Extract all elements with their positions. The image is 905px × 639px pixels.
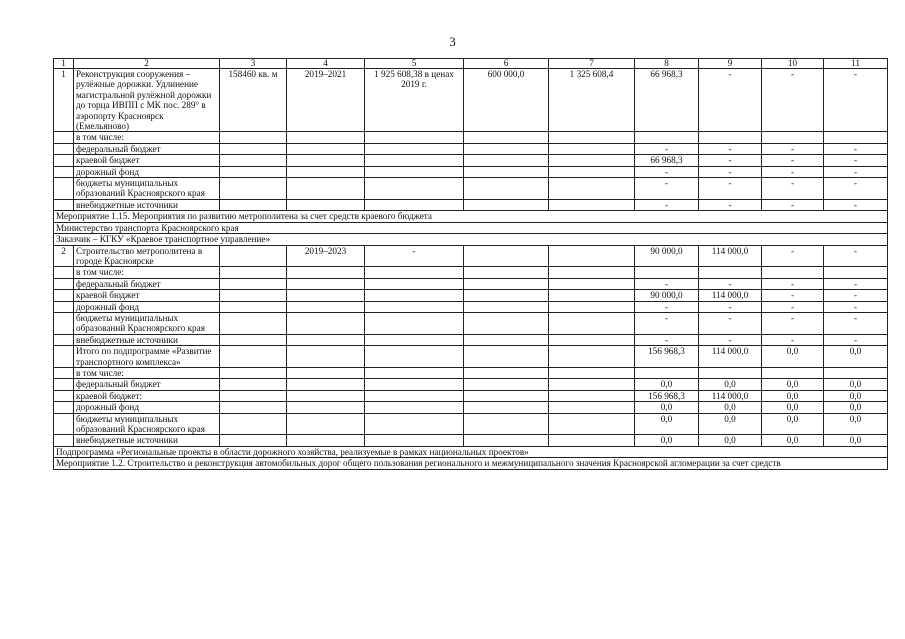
value-cell (287, 379, 365, 390)
column-number-cell: 5 (365, 59, 464, 69)
value-cell (464, 435, 549, 446)
value-cell: - (824, 245, 888, 267)
row-number-cell (54, 334, 74, 345)
column-number-cell: 7 (549, 59, 635, 69)
row-number-cell (54, 402, 74, 413)
value-cell: - (699, 312, 762, 334)
value-cell: - (699, 334, 762, 345)
value-cell: 0,0 (699, 379, 762, 390)
value-cell (365, 346, 464, 368)
value-cell (287, 390, 365, 401)
value-cell: 0,0 (824, 346, 888, 368)
column-number-cell: 1 (54, 59, 74, 69)
value-cell (287, 155, 365, 166)
table-row (54, 413, 888, 435)
section-title: Мероприятие 1.2. Строительство и реконструкция автомобильных дорог общего пользования регионального и межмуниципального значения Красноярской агломерации за счет средств (54, 458, 888, 469)
item-name-cell: дорожный фонд (74, 301, 220, 312)
value-cell: - (699, 178, 762, 200)
value-cell (549, 143, 635, 154)
value-cell: 0,0 (762, 402, 824, 413)
table-row (54, 132, 888, 143)
value-cell (365, 334, 464, 345)
value-cell (824, 367, 888, 378)
value-cell: - (699, 166, 762, 177)
value-cell (287, 402, 365, 413)
value-cell (464, 379, 549, 390)
value-cell (287, 334, 365, 345)
row-number-cell (54, 267, 74, 278)
budget-table (53, 58, 888, 470)
value-cell (762, 267, 824, 278)
table-row (54, 143, 888, 154)
value-cell (220, 132, 287, 143)
value-cell (464, 346, 549, 368)
value-cell: 0,0 (699, 435, 762, 446)
value-cell (365, 402, 464, 413)
value-cell (549, 413, 635, 435)
value-cell: - (635, 301, 699, 312)
value-cell (549, 334, 635, 345)
value-cell (365, 301, 464, 312)
section-title: Мероприятие 1.15. Мероприятия по развитию метрополитена за счет средств краевого бюджета (54, 211, 888, 222)
value-cell (635, 267, 699, 278)
value-cell (220, 379, 287, 390)
value-cell: - (762, 245, 824, 267)
value-cell (365, 267, 464, 278)
value-cell (220, 143, 287, 154)
value-cell (365, 199, 464, 210)
row-number-cell (54, 290, 74, 301)
column-number-cell: 2 (74, 59, 220, 69)
table-row (54, 178, 888, 200)
item-name-cell: краевой бюджет: (74, 390, 220, 401)
value-cell (365, 435, 464, 446)
value-cell (549, 245, 635, 267)
value-cell: 66 968,3 (635, 155, 699, 166)
table-row (54, 290, 888, 301)
value-cell: - (824, 334, 888, 345)
value-cell (287, 178, 365, 200)
section-row (54, 234, 888, 245)
value-cell: 66 968,3 (635, 69, 699, 132)
row-number-cell (54, 132, 74, 143)
table-row (54, 402, 888, 413)
value-cell: 2019–2021 (287, 69, 365, 132)
table-row (54, 346, 888, 368)
value-cell: 1 325 608,4 (549, 69, 635, 132)
section-row (54, 222, 888, 233)
row-number-cell (54, 367, 74, 378)
value-cell (549, 278, 635, 289)
value-cell (549, 367, 635, 378)
table-row (54, 199, 888, 210)
value-cell (287, 413, 365, 435)
value-cell: 600 000,0 (464, 69, 549, 132)
column-number-cell: 3 (220, 59, 287, 69)
column-number-cell: 6 (464, 59, 549, 69)
value-cell: - (635, 312, 699, 334)
value-cell (549, 267, 635, 278)
row-number-cell (54, 390, 74, 401)
column-number-cell: 9 (699, 59, 762, 69)
value-cell (365, 155, 464, 166)
value-cell: - (762, 155, 824, 166)
table-row (54, 245, 888, 267)
value-cell (220, 334, 287, 345)
value-cell (287, 199, 365, 210)
table-row (54, 312, 888, 334)
row-number-cell (54, 199, 74, 210)
value-cell (365, 166, 464, 177)
value-cell: - (824, 312, 888, 334)
value-cell (464, 245, 549, 267)
value-cell (762, 367, 824, 378)
value-cell (287, 312, 365, 334)
value-cell (365, 367, 464, 378)
value-cell (365, 390, 464, 401)
column-number-cell: 10 (762, 59, 824, 69)
table-row (54, 267, 888, 278)
value-cell (220, 290, 287, 301)
table-row (54, 390, 888, 401)
value-cell (220, 435, 287, 446)
value-cell (464, 155, 549, 166)
table-row (54, 166, 888, 177)
item-name-cell: бюджеты муниципальных образований Красноярского края (74, 178, 220, 200)
item-name-cell: краевой бюджет (74, 155, 220, 166)
value-cell (365, 132, 464, 143)
item-name-cell: в том числе: (74, 132, 220, 143)
value-cell: - (635, 334, 699, 345)
value-cell: - (635, 278, 699, 289)
value-cell (220, 301, 287, 312)
value-cell (549, 390, 635, 401)
value-cell (365, 312, 464, 334)
row-number-cell (54, 155, 74, 166)
value-cell (287, 278, 365, 289)
value-cell: 158460 кв. м (220, 69, 287, 132)
section-row (54, 211, 888, 222)
row-number-cell (54, 312, 74, 334)
value-cell: - (762, 166, 824, 177)
value-cell: - (635, 143, 699, 154)
value-cell (464, 290, 549, 301)
row-number-cell: 1 (54, 69, 74, 132)
value-cell (549, 155, 635, 166)
row-number-cell (54, 178, 74, 200)
value-cell (464, 301, 549, 312)
value-cell: 90 000,0 (635, 245, 699, 267)
value-cell (699, 132, 762, 143)
value-cell: - (699, 301, 762, 312)
value-cell: 0,0 (824, 390, 888, 401)
value-cell: - (699, 69, 762, 132)
item-name-cell: в том числе: (74, 367, 220, 378)
value-cell: - (365, 245, 464, 267)
table-row (54, 435, 888, 446)
value-cell (549, 199, 635, 210)
value-cell (220, 402, 287, 413)
item-name-cell: дорожный фонд (74, 402, 220, 413)
value-cell: 156 968,3 (635, 346, 699, 368)
item-name-cell: Строительство метрополитена в городе Красноярске (74, 245, 220, 267)
table-row (54, 367, 888, 378)
value-cell: - (824, 155, 888, 166)
value-cell: - (762, 178, 824, 200)
value-cell: 90 000,0 (635, 290, 699, 301)
value-cell (635, 367, 699, 378)
value-cell: - (635, 178, 699, 200)
value-cell (365, 278, 464, 289)
value-cell (824, 132, 888, 143)
value-cell (287, 435, 365, 446)
value-cell: 0,0 (635, 402, 699, 413)
value-cell (220, 367, 287, 378)
value-cell (287, 346, 365, 368)
value-cell: - (824, 290, 888, 301)
value-cell (549, 435, 635, 446)
value-cell (287, 290, 365, 301)
item-name-cell: в том числе: (74, 267, 220, 278)
row-number-cell (54, 166, 74, 177)
table-row (54, 69, 888, 132)
value-cell: - (635, 199, 699, 210)
item-name-cell: внебюджетные источники (74, 334, 220, 345)
item-name-cell: краевой бюджет (74, 290, 220, 301)
value-cell (220, 245, 287, 267)
value-cell (220, 199, 287, 210)
value-cell: - (762, 334, 824, 345)
value-cell: 114 000,0 (699, 245, 762, 267)
value-cell: - (824, 143, 888, 154)
value-cell (464, 312, 549, 334)
value-cell (220, 346, 287, 368)
column-number-cell: 8 (635, 59, 699, 69)
value-cell (549, 402, 635, 413)
value-cell: - (762, 312, 824, 334)
value-cell: - (699, 143, 762, 154)
value-cell: 0,0 (762, 390, 824, 401)
table-row (54, 278, 888, 289)
value-cell: 0,0 (635, 379, 699, 390)
value-cell: - (699, 199, 762, 210)
item-name-cell: бюджеты муниципальных образований Красноярского края (74, 413, 220, 435)
row-number-cell (54, 346, 74, 368)
value-cell: 0,0 (824, 435, 888, 446)
value-cell (464, 143, 549, 154)
value-cell (549, 312, 635, 334)
value-cell (549, 346, 635, 368)
value-cell (549, 178, 635, 200)
value-cell (699, 267, 762, 278)
header-row (54, 59, 888, 69)
value-cell: - (699, 155, 762, 166)
value-cell (287, 367, 365, 378)
value-cell (220, 413, 287, 435)
value-cell (287, 267, 365, 278)
value-cell (220, 267, 287, 278)
section-row (54, 458, 888, 469)
value-cell: 0,0 (762, 379, 824, 390)
value-cell (464, 166, 549, 177)
value-cell: 0,0 (762, 435, 824, 446)
value-cell: 114 000,0 (699, 346, 762, 368)
section-title: Подпрограмма «Региональные проекты в области дорожного хозяйства, реализуемые в рамках национальных проектов» (54, 446, 888, 457)
value-cell: - (762, 278, 824, 289)
value-cell (549, 301, 635, 312)
value-cell: - (699, 278, 762, 289)
value-cell (549, 379, 635, 390)
item-name-cell: внебюджетные источники (74, 435, 220, 446)
value-cell (464, 132, 549, 143)
value-cell (220, 278, 287, 289)
value-cell: 0,0 (824, 413, 888, 435)
value-cell: - (762, 301, 824, 312)
table-row (54, 379, 888, 390)
value-cell: - (824, 301, 888, 312)
value-cell (220, 155, 287, 166)
section-title: Заказчик – КГКУ «Краевое транспортное управление» (54, 234, 888, 245)
column-number-cell: 11 (824, 59, 888, 69)
item-name-cell: дорожный фонд (74, 166, 220, 177)
value-cell (365, 143, 464, 154)
value-cell (464, 178, 549, 200)
item-name-cell: бюджеты муниципальных образований Красноярского края (74, 312, 220, 334)
row-number-cell: 2 (54, 245, 74, 267)
value-cell (287, 143, 365, 154)
value-cell (549, 132, 635, 143)
table-row (54, 155, 888, 166)
value-cell (220, 390, 287, 401)
value-cell (365, 290, 464, 301)
value-cell: 0,0 (699, 413, 762, 435)
value-cell: - (824, 199, 888, 210)
value-cell: 0,0 (824, 379, 888, 390)
value-cell (220, 166, 287, 177)
value-cell: - (762, 290, 824, 301)
table-row (54, 334, 888, 345)
value-cell (220, 312, 287, 334)
value-cell: - (824, 178, 888, 200)
value-cell (464, 402, 549, 413)
value-cell (287, 301, 365, 312)
value-cell: 0,0 (635, 435, 699, 446)
value-cell: 0,0 (635, 413, 699, 435)
value-cell: - (762, 69, 824, 132)
row-number-cell (54, 435, 74, 446)
section-row (54, 446, 888, 457)
row-number-cell (54, 301, 74, 312)
value-cell: - (762, 143, 824, 154)
value-cell (824, 267, 888, 278)
value-cell: 114 000,0 (699, 390, 762, 401)
value-cell (464, 367, 549, 378)
table-body (54, 59, 888, 470)
row-number-cell (54, 413, 74, 435)
item-name-cell: внебюджетные источники (74, 199, 220, 210)
value-cell (365, 413, 464, 435)
item-name-cell: Реконструкция сооружения – рулёжные дорожки. Удлинение магистральной рулёжной дорожки до торца ИВПП с МК пос. 289° в аэропорту Красноярск (Емельяново) (74, 69, 220, 132)
value-cell: 0,0 (762, 346, 824, 368)
value-cell: 2019–2023 (287, 245, 365, 267)
column-number-cell: 4 (287, 59, 365, 69)
row-number-cell (54, 379, 74, 390)
item-name-cell: Итого по подпрограмме «Развитие транспортного комплекса» (74, 346, 220, 368)
value-cell: - (762, 199, 824, 210)
row-number-cell (54, 278, 74, 289)
value-cell (464, 278, 549, 289)
value-cell: - (824, 166, 888, 177)
value-cell: 0,0 (824, 402, 888, 413)
value-cell (464, 267, 549, 278)
value-cell: 114 000,0 (699, 290, 762, 301)
value-cell: - (635, 166, 699, 177)
item-name-cell: федеральный бюджет (74, 278, 220, 289)
table-row (54, 301, 888, 312)
value-cell (549, 166, 635, 177)
value-cell (464, 390, 549, 401)
value-cell (762, 132, 824, 143)
item-name-cell: федеральный бюджет (74, 379, 220, 390)
value-cell (699, 367, 762, 378)
value-cell: - (824, 69, 888, 132)
value-cell: 1 925 608,38 в ценах 2019 г. (365, 69, 464, 132)
value-cell (287, 132, 365, 143)
value-cell (365, 178, 464, 200)
value-cell: - (824, 278, 888, 289)
page-number: 3 (449, 34, 456, 49)
value-cell: 0,0 (762, 413, 824, 435)
value-cell: 156 968,3 (635, 390, 699, 401)
value-cell (365, 379, 464, 390)
section-title: Министерство транспорта Красноярского края (54, 222, 888, 233)
value-cell: 0,0 (699, 402, 762, 413)
row-number-cell (54, 143, 74, 154)
value-cell (549, 290, 635, 301)
value-cell (635, 132, 699, 143)
value-cell (287, 166, 365, 177)
value-cell (464, 199, 549, 210)
item-name-cell: федеральный бюджет (74, 143, 220, 154)
value-cell (220, 178, 287, 200)
value-cell (464, 413, 549, 435)
value-cell (464, 334, 549, 345)
